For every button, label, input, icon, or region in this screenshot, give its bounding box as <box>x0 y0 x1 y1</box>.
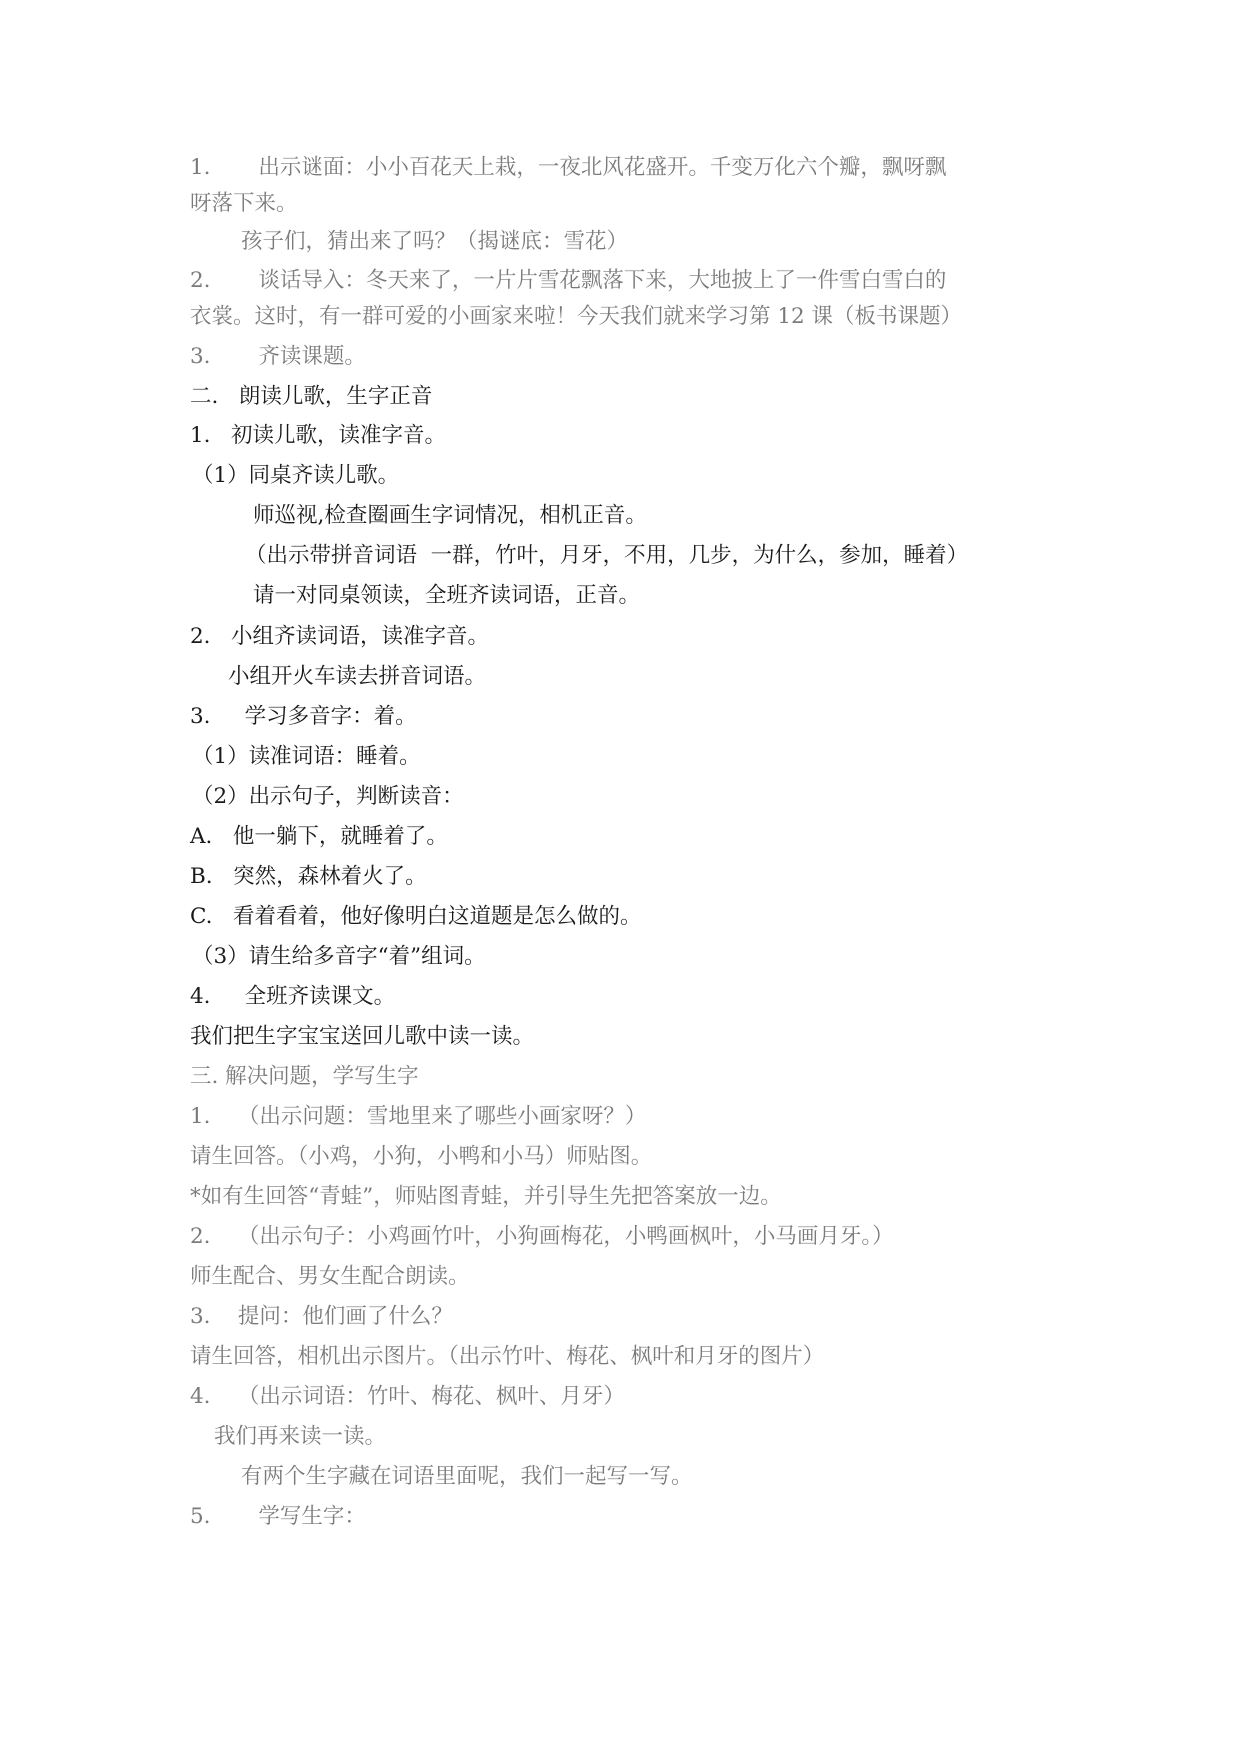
text-line: B. 突然，森林着火了。 <box>190 864 427 889</box>
text-line: 请生回答，相机出示图片。（出示竹叶、梅花、枫叶和月牙的图片） <box>190 1344 825 1369</box>
text-line: 4. （出示词语：竹叶、梅花、枫叶、月牙） <box>190 1384 625 1409</box>
text-line: 小组开火车读去拼音词语。 <box>228 664 487 689</box>
text-line: 请生回答。（小鸡，小狗，小鸭和小马）师贴图。 <box>190 1144 653 1169</box>
text-line: 2. （出示句子：小鸡画竹叶，小狗画梅花，小鸭画枫叶，小马画月牙。） <box>190 1224 894 1249</box>
section-heading: 二. 朗读儿歌，生字正音 <box>190 384 433 409</box>
text-line: 我们再来读一读。 <box>214 1424 387 1449</box>
text-line: 3. 提问：他们画了什么？ <box>190 1304 453 1329</box>
text-line: （1）读准词语：睡着。 <box>192 744 421 769</box>
section-heading: 三. 解决问题，学写生字 <box>190 1064 419 1089</box>
text-line: 师巡视,检查圈画生字词情况，相机正音。 <box>253 503 647 528</box>
text-line: 师生配合、男女生配合朗读。 <box>190 1264 470 1289</box>
text-line: 呀落下来。 <box>190 191 298 216</box>
text-line: （1）同桌齐读儿歌。 <box>192 463 400 488</box>
text-line: *如有生回答“青蛙”，师贴图青蛙，并引导生先把答案放一边。 <box>190 1184 782 1209</box>
text-line: （出示带拼音词语 一群，竹叶，月牙，不用，几步，为什么，参加，睡着） <box>245 543 969 568</box>
text-line: （2）出示句子，判断读音： <box>192 784 464 809</box>
text-line: 1. 初读儿歌，读准字音。 <box>190 423 447 448</box>
text-line: 1. （出示问题：雪地里来了哪些小画家呀？） <box>190 1104 647 1129</box>
text-line: 衣裳。这时，有一群可爱的小画家来啦！今天我们就来学习第 12 课（板书课题） <box>190 304 963 329</box>
text-line: （3）请生给多音字“着”组词。 <box>192 944 486 969</box>
text-line: 2. 谈话导入：冬天来了，一片片雪花飘落下来，大地披上了一件雪白雪白的 <box>190 268 947 293</box>
text-line: C. 看着看着，他好像明白这道题是怎么做的。 <box>190 904 642 929</box>
text-line: 3. 齐读课题。 <box>190 344 366 369</box>
text-line: 有两个生字藏在词语里面呢，我们一起写一写。 <box>241 1464 693 1489</box>
text-line: 1. 出示谜面：小小百花天上栽，一夜北风花盛开。千变万化六个瓣，飘呀飘 <box>190 155 947 180</box>
text-line: 请一对同桌领读，全班齐读词语，正音。 <box>253 583 641 608</box>
text-line: 孩子们，猜出来了吗？（揭谜底：雪花） <box>241 229 629 254</box>
text-line: A. 他一躺下，就睡着了。 <box>190 824 448 849</box>
text-line: 5. 学写生字： <box>190 1504 366 1529</box>
text-line: 2. 小组齐读词语，读准字音。 <box>190 624 490 649</box>
text-line: 3. 学习多音字：着。 <box>190 704 417 729</box>
text-line: 4. 全班齐读课文。 <box>190 984 396 1009</box>
text-line: 我们把生字宝宝送回儿歌中读一读。 <box>190 1024 535 1049</box>
